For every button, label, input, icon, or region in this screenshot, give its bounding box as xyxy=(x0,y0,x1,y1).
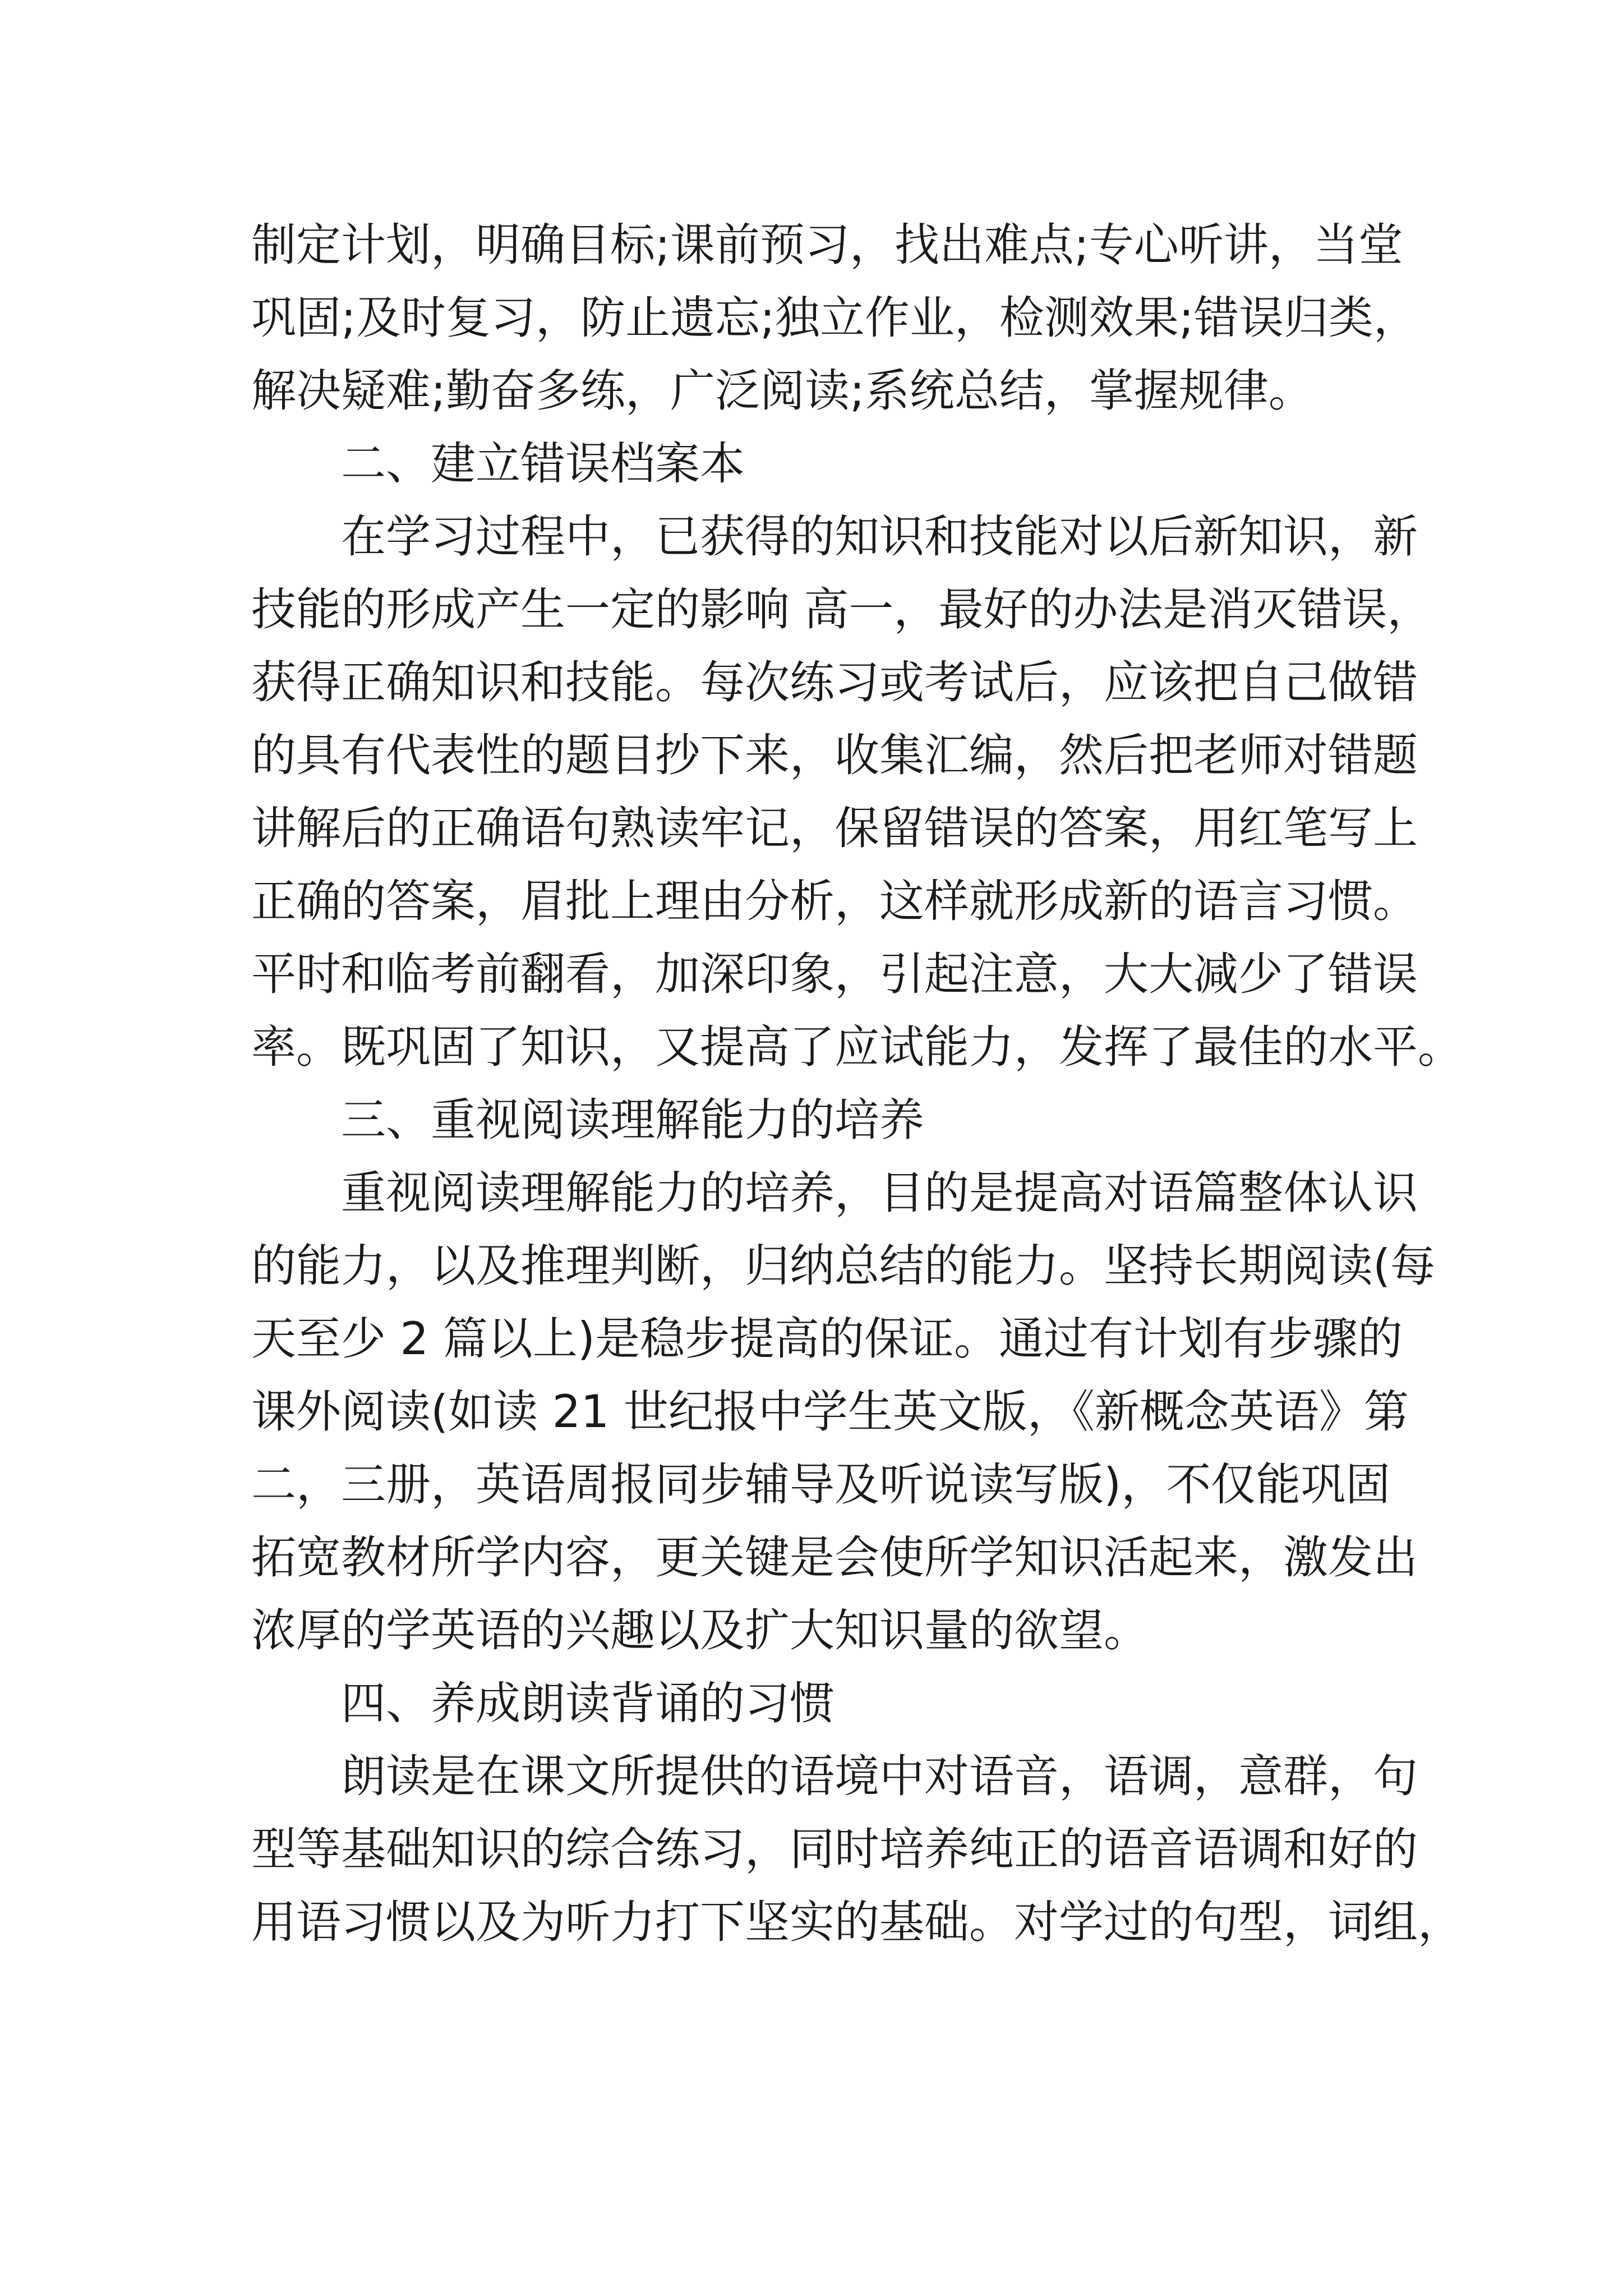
text-line: 天至少 2 篇以上)是稳步提高的保证。通过有计划有步骤的 xyxy=(251,1313,1403,1365)
text-line: 二，三册，英语周报同步辅导及听说读写版)，不仅能巩固 xyxy=(251,1458,1391,1511)
text-line: 拓宽教材所学内容，更关键是会使所学知识活起来，激发出 xyxy=(251,1531,1418,1584)
text-line: 型等基础知识的综合练习，同时培养纯正的语音语调和好的 xyxy=(251,1823,1418,1875)
text-line: 率。既巩固了知识，又提高了应试能力，发挥了最佳的水平。 xyxy=(251,1021,1463,1073)
text-line: 三、重视阅读理解能力的培养 xyxy=(341,1094,924,1146)
text-line: 二、建立错误档案本 xyxy=(341,438,745,490)
text-line: 课外阅读(如读 21 世纪报中学生英文版，《新概念英语》第 xyxy=(251,1386,1409,1438)
text-line: 重视阅读理解能力的培养，目的是提高对语篇整体认识 xyxy=(341,1167,1418,1219)
text-line: 解决疑难;勤奋多练，广泛阅读;系统总结，掌握规律。 xyxy=(251,365,1313,417)
text-line: 四、养成朗读背诵的习惯 xyxy=(341,1677,834,1729)
text-line: 讲解后的正确语句熟读牢记，保留错误的答案，用红笔写上 xyxy=(251,802,1418,854)
text-line: 平时和临考前翻看，加深印象，引起注意，大大减少了错误 xyxy=(251,948,1418,1000)
text-line: 获得正确知识和技能。每次练习或考试后，应该把自己做错 xyxy=(251,656,1418,708)
text-line: 在学习过程中，已获得的知识和技能对以后新知识，新 xyxy=(341,510,1418,563)
text-line: 正确的答案，眉批上理由分析，这样就形成新的语言习惯。 xyxy=(251,875,1418,927)
text-line: 的具有代表性的题目抄下来，收集汇编，然后把老师对错题 xyxy=(251,729,1418,781)
body-text xyxy=(251,209,1463,1959)
text-line: 的能力，以及推理判断，归纳总结的能力。坚持长期阅读(每 xyxy=(251,1240,1436,1292)
text-line: 巩固;及时复习，防止遗忘;独立作业，检测效果;错误归类， xyxy=(251,292,1418,344)
text-line: 制定计划，明确目标;课前预习，找出难点;专心听讲，当堂 xyxy=(251,219,1403,271)
text-line: 浓厚的学英语的兴趣以及扩大知识量的欲望。 xyxy=(251,1604,1149,1657)
text-line: 技能的形成产生一定的影响 高一，最好的办法是消灭错误， xyxy=(251,583,1432,636)
text-line: 用语习惯以及为听力打下坚实的基础。对学过的句型，词组， xyxy=(251,1896,1463,1948)
text-line: 朗读是在课文所提供的语境中对语音，语调，意群，句 xyxy=(341,1750,1418,1802)
